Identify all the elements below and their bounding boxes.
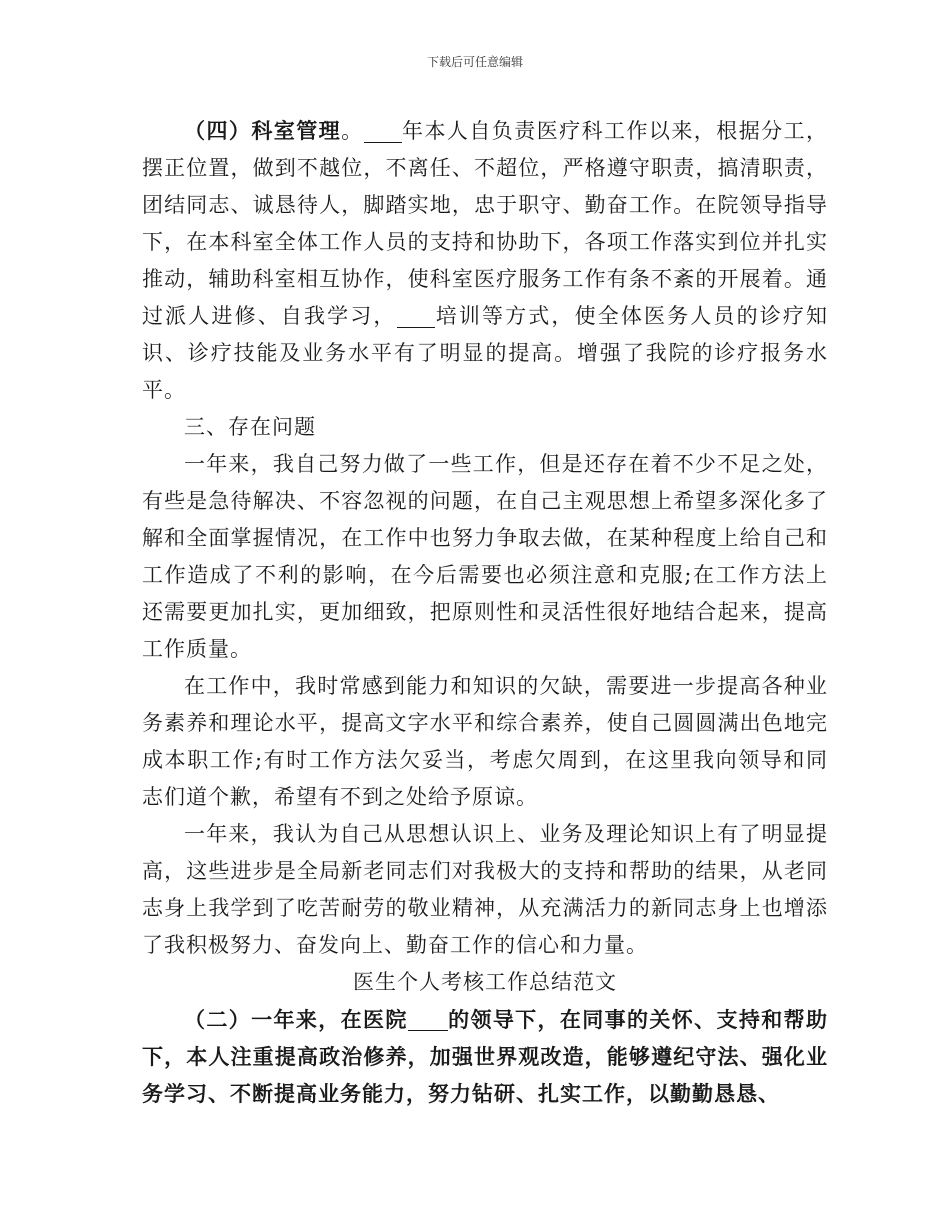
text-fragment: 。 — [341, 119, 364, 143]
paragraph-problems-1: 一年来，我自己努力做了一些工作，但是还存在着不少不足之处，有些是急待解决、不容忽视的问题，在自己主观思想上希望多深化多了解和全面掌握情况，在工作中也努力争取去做，在某种程度上给自己和工作造成了不利的影响，在今后需要也必须注意和克服;在工作方法上还需要更加扎实，更加细致，把原则性和灵活性很好地结合起来，提高工作质量。 — [142, 452, 828, 661]
paragraph-problems-2: 在工作中，我时常感到能力和知识的欠缺，需要进一步提高各种业务素养和理论水平，提高文字水平和综合素养，使自己圆圆满出色地完成本职工作;有时工作方法欠妥当，考虑欠周到，在这里我向领导和同志们道个歉，希望有不到之处给予原谅。 — [142, 674, 828, 809]
text-fragment: 年本人自负责医疗科工作以来，根据分工，摆正位置，做到不越位，不离任、不超位，严格遵守职责，搞清职责，团结同志、诚恳待人，脚踏实地，忠于职守、勤奋工作。在院领导指导下，在本科室全体工作人员的支持和协助下，各项工作落实到位并扎实推动，辅助科室相互协作，使科室医疗服务工作有条不紊的开展着。通过派人进修、自我学习， — [142, 119, 829, 328]
document-body — [142, 112, 828, 1112]
paragraph-summary-2 — [142, 1001, 828, 1112]
text-fragment: （二）一年来，在医院 — [184, 1007, 408, 1032]
text-fragment: 的领导下，在同事的关怀、支持和帮助下，本人注重提高政治修养，加强世界观改造，能够遵纪守法、强化业务学习、不断提高业务能力，努力钻研、扎实工作，以勤勤恳恳、 — [142, 1007, 828, 1106]
blank-line — [397, 306, 435, 328]
blank-line — [364, 121, 402, 143]
section-heading-4: （四）科室管理 — [184, 118, 342, 143]
section-heading-3: 三、存在问题 — [184, 415, 316, 439]
text-fragment: 培训等方式，使全体医务人员的诊疗知识、诊疗技能及业务水平有了明显的提高。增强了我院的诊疗报务水平。 — [142, 304, 829, 402]
paragraph-department-management — [142, 112, 828, 409]
document-title: 医生个人考核工作总结范文 — [353, 970, 617, 994]
paragraph-problems-3: 一年来，我认为自己从思想认识上、业务及理论知识上有了明显提高，这些进步是全局新老同志们对我极大的支持和帮助的结果，从老同志身上我学到了吃苦耐劳的敬业精神，从充满活力的新同志身上也增添了我积极努力、奋发向上、勤奋工作的信心和力量。 — [142, 822, 828, 957]
page-header: 下载后可任意编辑 — [426, 55, 523, 69]
blank-line — [408, 1009, 448, 1031]
